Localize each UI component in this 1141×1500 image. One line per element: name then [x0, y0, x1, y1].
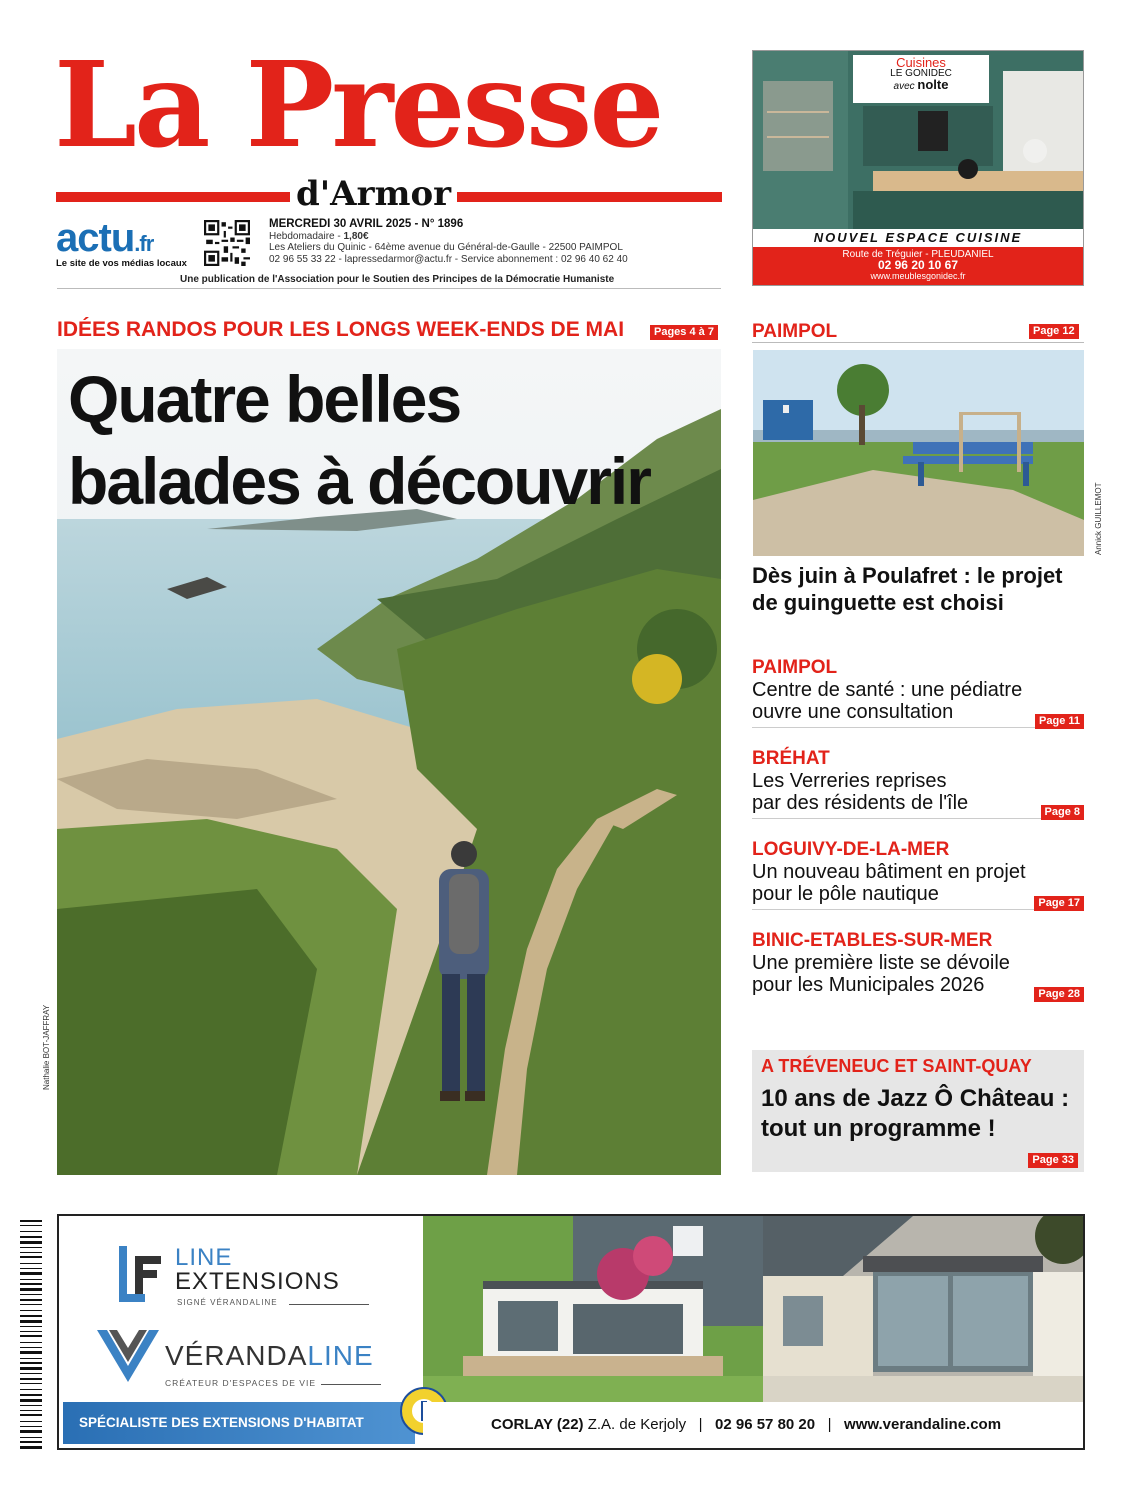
contact-city: CORLAY (22)	[491, 1416, 584, 1433]
kitchen-ad-contact	[753, 247, 1083, 285]
paimpol-kicker: PAIMPOL	[752, 321, 838, 342]
lead-headline[interactable]	[68, 358, 718, 522]
verandaline-slogan: CRÉATEUR D'ESPACES DE VIE	[165, 1378, 317, 1388]
brand-line-cuisines: Cuisines	[896, 55, 946, 70]
lead-headline-line2: balades à découvrir	[68, 444, 650, 518]
verandaline-logo-panel	[59, 1216, 423, 1448]
frequency-price: Hebdomadaire - 1,80€	[269, 230, 369, 242]
kitchen-brand-box	[853, 55, 989, 103]
line-extensions-line1: LINE	[175, 1244, 233, 1271]
price: 1,80€	[343, 230, 369, 242]
poulafret-photo-credit: Annick GUILLEMOT	[1094, 482, 1103, 555]
brief-kicker: LOGUIVY-DE-LA-MER	[752, 839, 950, 860]
kitchen-ad-website[interactable]: www.meublesgonidec.fr	[870, 271, 966, 281]
brief-title-line2: ouvre une consultation	[752, 701, 954, 723]
brief-kicker: BINIC-ETABLES-SUR-MER	[752, 930, 993, 951]
brief-title-line1: Les Verreries reprises	[752, 770, 947, 792]
newspaper-title: La Presse	[54, 35, 662, 174]
issue-date: MERCREDI 30 AVRIL 2025 - N° 1896	[269, 218, 464, 230]
lead-headline-line1: Quatre belles	[68, 362, 461, 436]
kitchen-ad-phone[interactable]: 02 96 20 10 67	[877, 258, 959, 272]
brief-page-badge[interactable]: Page 28	[1034, 987, 1084, 1002]
slogan-underline	[321, 1384, 381, 1385]
brief-title-line1: Centre de santé : une pédiatre	[752, 679, 1023, 701]
brief-page-badge[interactable]: Page 11	[1035, 714, 1084, 729]
brief-kicker: PAIMPOL	[752, 657, 838, 678]
specialist-band: SPÉCIALISTE DES EXTENSIONS D'HABITAT	[63, 1402, 415, 1444]
verandaline-advertisement[interactable]	[57, 1214, 1085, 1450]
brief-divider	[752, 818, 1084, 819]
extension-photo-1	[423, 1216, 763, 1402]
brief-title-line1: Une première liste se dévoile	[752, 952, 1010, 974]
brief-kicker: BRÉHAT	[752, 748, 830, 769]
line-extensions-logo-icon	[117, 1244, 167, 1304]
lead-page-badge[interactable]: Pages 4 à 7	[650, 325, 718, 340]
brand-line-nolte: avec nolte	[893, 77, 949, 92]
kitchen-advertisement[interactable]	[752, 50, 1084, 286]
contact-zone: Z.A. de Kerjoly	[583, 1416, 687, 1433]
verandaline-name: VÉRANDALINE	[165, 1340, 374, 1371]
contact-line: 02 96 55 33 22 - lapressedarmor@actu.fr - Service abonnement : 02 96 40 62 40	[269, 253, 628, 265]
paimpol-page-badge[interactable]: Page 12	[1029, 324, 1079, 339]
contact-phone[interactable]: 02 96 57 80 20	[715, 1416, 816, 1433]
paimpol-divider	[752, 342, 1084, 343]
brief-title-line2: pour les Municipales 2026	[752, 974, 985, 996]
nolte-logo: nolte	[917, 77, 949, 92]
signed-underline	[289, 1304, 369, 1305]
brief-item[interactable]	[752, 930, 1084, 1002]
publisher-line: Une publication de l'Association pour le Soutien des Principes de la Démocratie Humaniste	[180, 274, 615, 285]
brief-page-badge[interactable]: Page 17	[1034, 896, 1084, 911]
newspaper-subtitle: d'Armor	[290, 174, 457, 214]
poulafret-photo[interactable]	[753, 350, 1084, 556]
qr-code-icon[interactable]	[204, 220, 250, 266]
contact-website[interactable]: www.verandaline.com	[844, 1416, 1002, 1433]
header-divider	[57, 288, 721, 289]
address-line: Les Ateliers du Quinic - 64ème avenue du Général-de-Gaulle - 22500 PAIMPOL	[269, 242, 623, 253]
verandaline-contact-bar: CORLAY (22) Z.A. de Kerjoly | 02 96 57 80 20 | www.verandaline.com	[423, 1402, 1085, 1448]
jazz-teaser-box[interactable]	[752, 1050, 1084, 1172]
brief-title-line1: Un nouveau bâtiment en projet	[752, 861, 1026, 883]
lead-kicker: IDÉES RANDOS POUR LES LONGS WEEK-ENDS DE MAI	[57, 318, 625, 341]
jazz-kicker: A TRÉVENEUC ET SAINT-QUAY	[761, 1056, 1032, 1076]
jazz-headline: 10 ans de Jazz Ô Château : tout un programme !	[761, 1085, 1070, 1142]
actu-logo[interactable]: actu.fr	[56, 216, 154, 260]
brand-line-gonidec: LE GONIDEC	[890, 68, 952, 79]
publication-info	[269, 219, 729, 265]
brief-item[interactable]	[752, 657, 1084, 729]
actu-tagline: Le site de vos médias locaux	[56, 258, 187, 269]
jazz-page-badge[interactable]: Page 33	[1028, 1153, 1078, 1168]
signed-verandaline: SIGNÉ VÉRANDALINE	[177, 1298, 278, 1307]
kitchen-ad-band: NOUVEL ESPACE CUISINE	[753, 229, 1083, 247]
kitchen-ad-address: Route de Tréguier - PLEUDANIEL	[842, 249, 994, 260]
barcode-icon	[20, 1218, 42, 1452]
verandaline-logo-icon	[95, 1326, 161, 1386]
brief-item[interactable]	[752, 839, 1084, 911]
extension-photo-2	[763, 1216, 1085, 1402]
brief-title-line2: pour le pôle nautique	[752, 883, 939, 905]
brief-page-badge[interactable]: Page 8	[1041, 805, 1084, 820]
brief-title-line2: par des résidents de l'île	[752, 792, 969, 814]
line-extensions-line2: EXTENSIONS	[175, 1268, 340, 1295]
brief-item[interactable]	[752, 748, 1084, 820]
lead-photo-credit: Nathalie BOT-JAFFRAY	[42, 1004, 51, 1090]
poulafret-headline[interactable]: Dès juin à Poulafret : le projet de guinguette est choisi	[752, 563, 1063, 615]
